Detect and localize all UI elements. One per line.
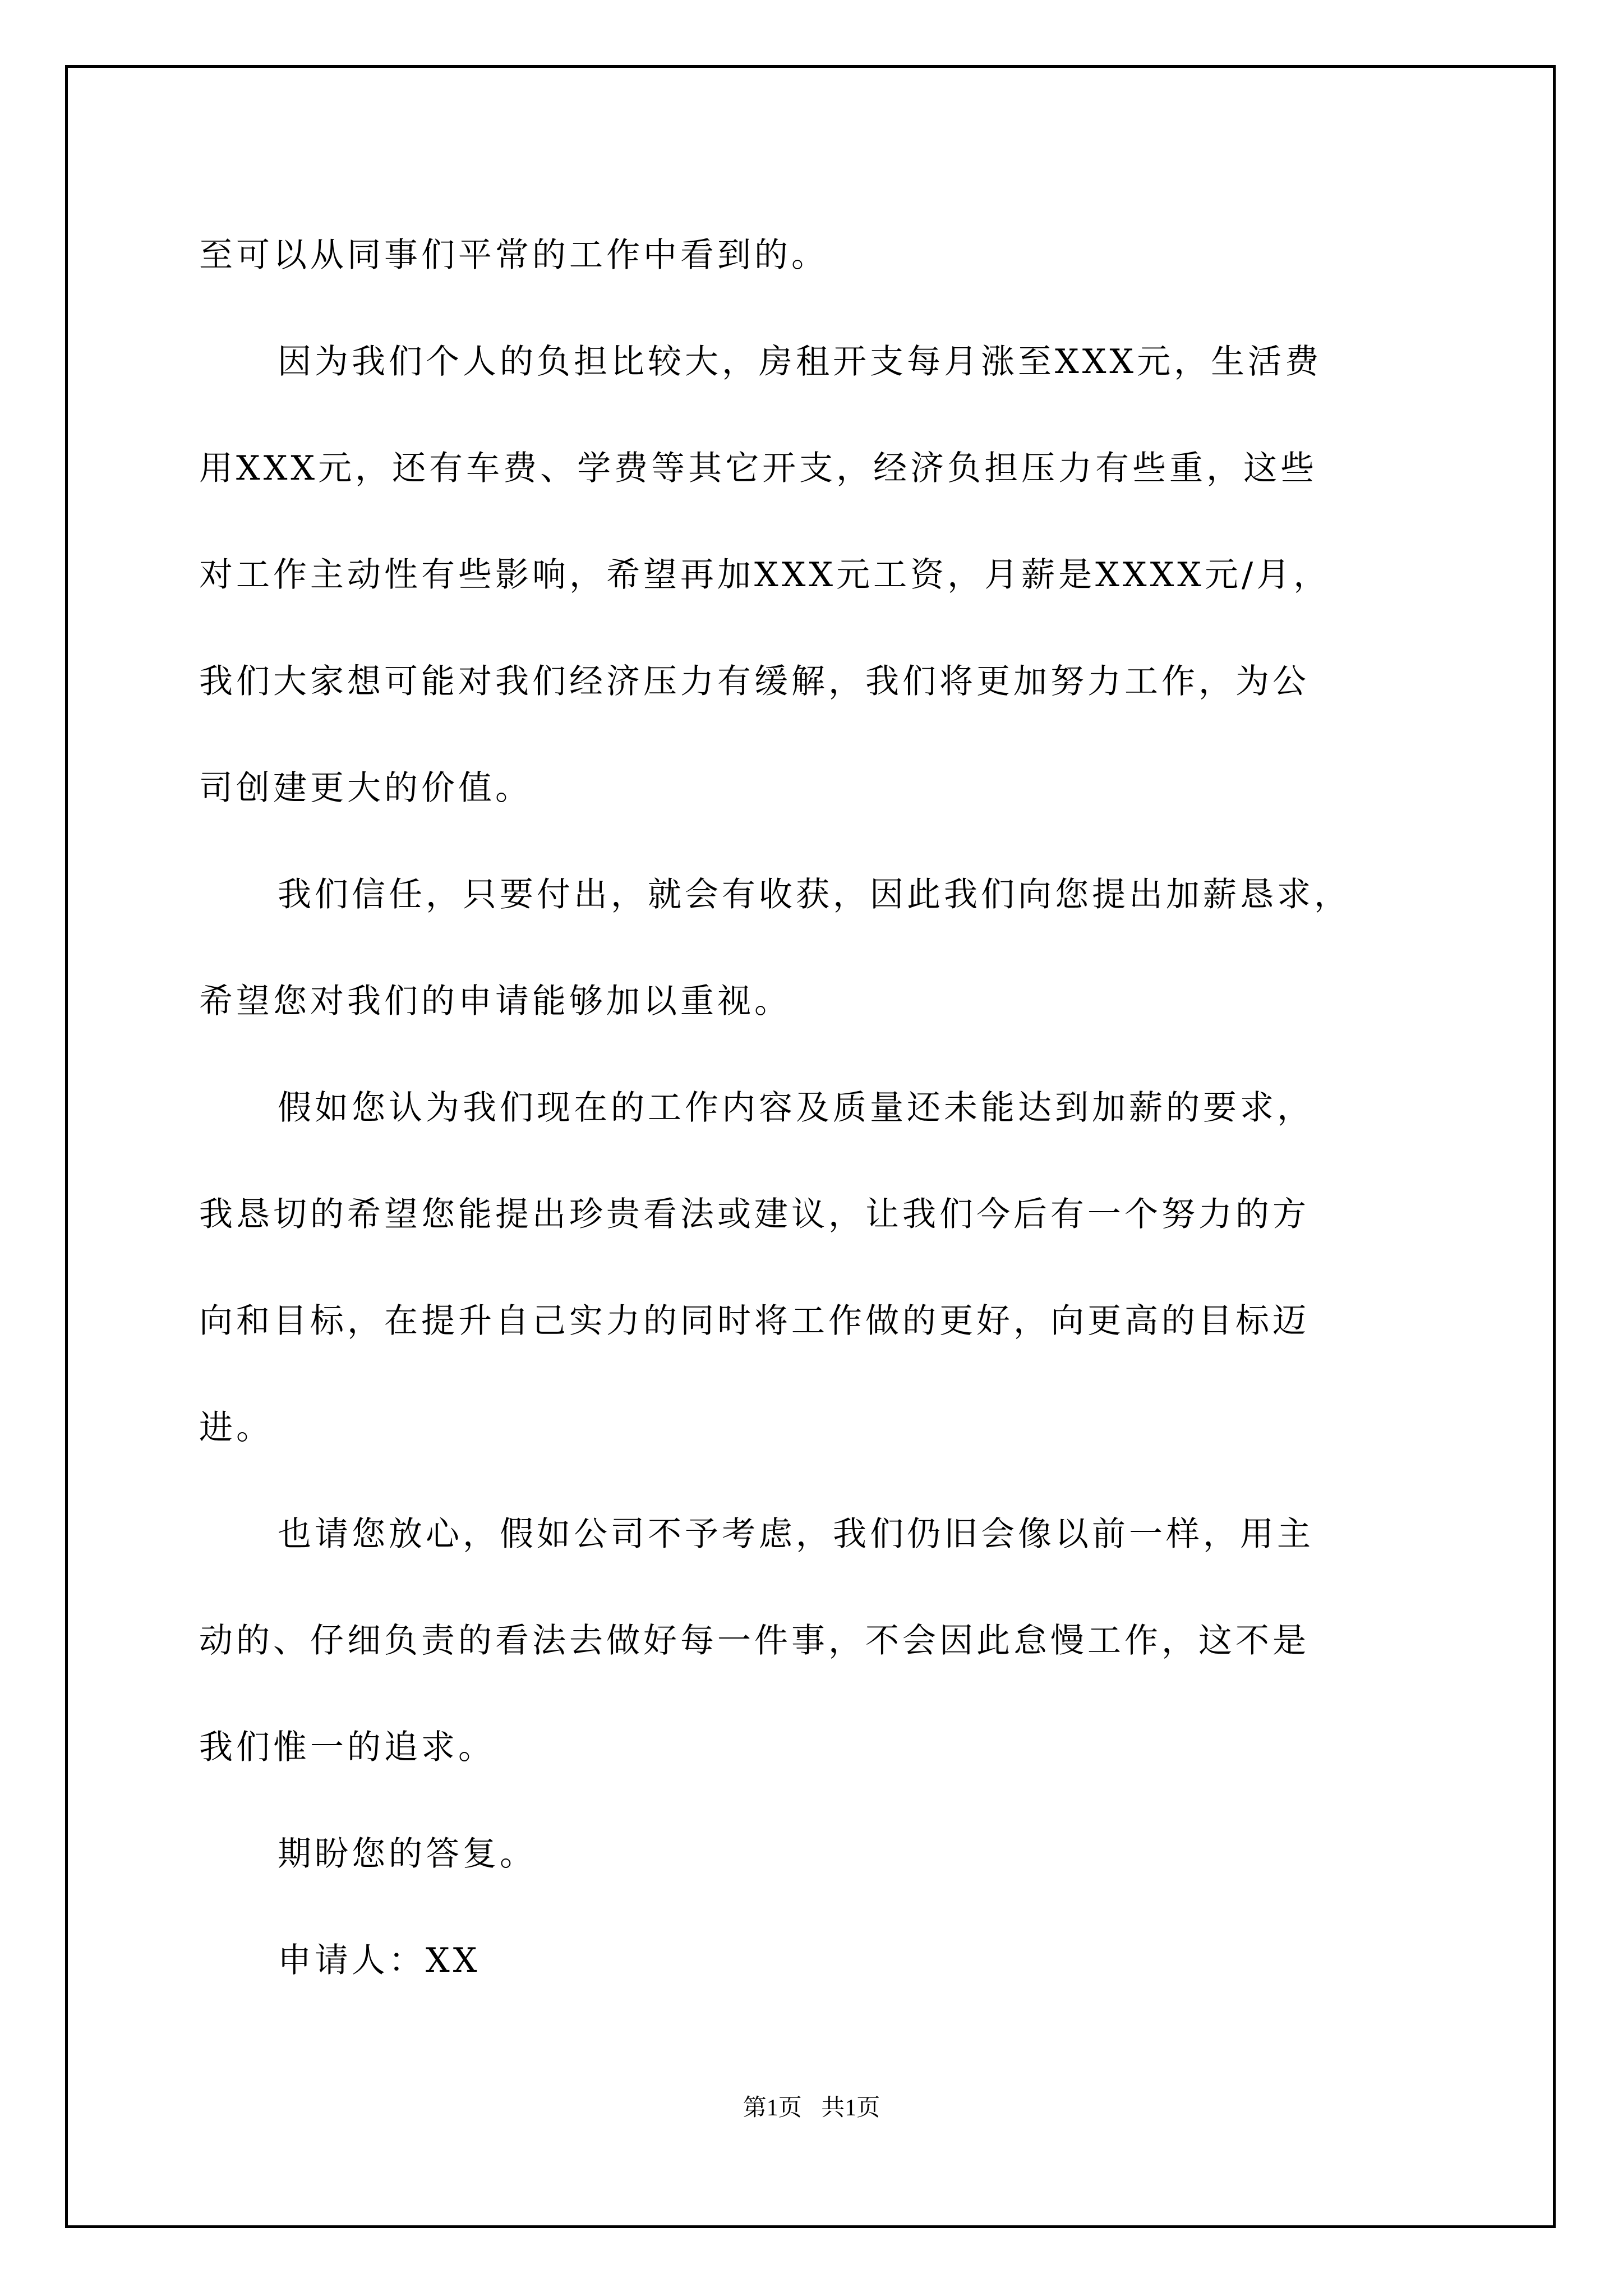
text-line: 司创建更大的价值。 (199, 769, 532, 808)
text-line: 因为我们个人的负担比较大，房租开支每月涨至XXX元，生活费 (278, 342, 1322, 381)
text-line: 用XXX元，还有车费、学费等其它开支，经济负担压力有些重，这些 (199, 449, 1318, 488)
page-total: 共1页 (821, 2095, 880, 2121)
closing-line: 期盼您的答复。 (278, 1834, 537, 1874)
text-line: 至可以从同事们平常的工作中看到的。 (199, 236, 828, 275)
text-line: 向和目标，在提升自己实力的同时将工作做的更好，向更高的目标迈 (199, 1301, 1310, 1341)
text-line: 我恳切的希望您能提出珍贵看法或建议，让我们今后有一个努力的方 (199, 1195, 1310, 1234)
text-line: 我们惟一的追求。 (199, 1728, 495, 1767)
text-line: 希望您对我们的申请能够加以重视。 (199, 982, 791, 1021)
document-body (199, 202, 1444, 2014)
text-line: 我们信任，只要付出，就会有收获，因此我们向您提出加薪恳求， (278, 875, 1351, 914)
text-line: 我们大家想可能对我们经济压力有缓解，我们将更加努力工作，为公 (199, 662, 1310, 701)
page-footer (0, 2091, 1623, 2125)
text-line: 也请您放心，假如公司不予考虑，我们仍旧会像以前一样，用主 (278, 1515, 1314, 1554)
text-line: 对工作主动性有些影响，希望再加XXX元工资，月薪是XXXX元/月， (199, 555, 1331, 595)
page-number: 第1页 (743, 2095, 802, 2121)
applicant-signature-line: 申请人：XX (278, 1941, 481, 1980)
text-line: 假如您认为我们现在的工作内容及质量还未能达到加薪的要求， (278, 1088, 1314, 1128)
text-line: 动的、仔细负责的看法去做好每一件事，不会因此怠慢工作，这不是 (199, 1621, 1310, 1660)
text-line: 进。 (199, 1408, 273, 1447)
